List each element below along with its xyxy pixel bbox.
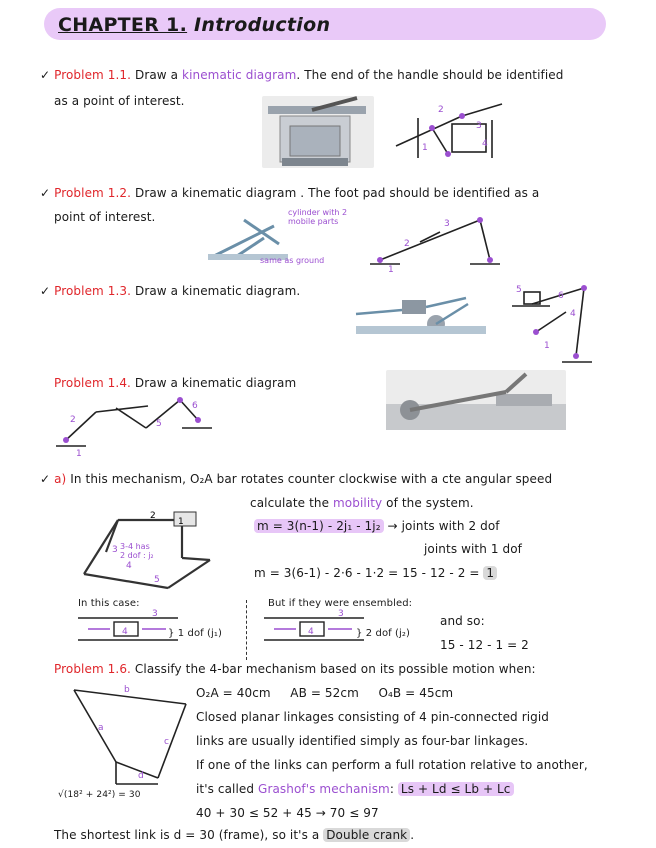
mechanism-1-4-photo bbox=[386, 370, 566, 430]
part-a-label: a) bbox=[54, 472, 67, 486]
one-dof-label: } 1 dof (j₁) bbox=[168, 628, 223, 639]
link-number: 2 bbox=[150, 511, 156, 521]
but-if-label: But if they were ensembled: bbox=[268, 598, 413, 609]
link-number: 3 bbox=[112, 545, 118, 555]
problem-1-2-line2: point of interest. bbox=[54, 210, 156, 224]
check-icon: ✓ bbox=[40, 472, 51, 486]
problem-1-1-label: Problem 1.1. bbox=[54, 68, 132, 82]
mobility-calculation: m = 3(6-1) - 2·6 - 1·2 = 15 - 12 - 2 = 1 bbox=[254, 566, 497, 580]
and-so-label: and so: bbox=[440, 614, 485, 628]
chapter-label: CHAPTER 1. bbox=[58, 14, 188, 36]
link-number: 1 bbox=[76, 449, 82, 459]
kinematic-diagram-term: kinematic diagram bbox=[182, 68, 297, 82]
link-number: 5 bbox=[154, 575, 160, 585]
dimensions-line: O₂A = 40cm AB = 52cm O₄B = 45cm bbox=[196, 686, 454, 700]
link-number: 4 bbox=[308, 627, 314, 637]
link-number: 4 bbox=[122, 627, 128, 637]
problem-1-4-line1: Problem 1.4. Draw a kinematic diagram bbox=[54, 376, 297, 390]
kinematic-diagram-1-1 bbox=[392, 98, 512, 160]
note-3-4: 3-4 has 2 dof : j₂ bbox=[120, 542, 154, 560]
link-number: 6 bbox=[192, 401, 198, 411]
mobility-formula: m = 3(n-1) - 2j₁ - 1j₂ bbox=[254, 519, 384, 533]
problem-1-2-line1: ✓ Problem 1.2. Draw a kinematic diagram . The foot pad should be identified as a bbox=[40, 186, 540, 200]
problem-1-1-line1: ✓ Problem 1.1. Draw a kinematic diagram. The end of the handle should be identified bbox=[40, 68, 564, 82]
link-number: 6 bbox=[558, 291, 564, 301]
link-number: 1 bbox=[544, 341, 550, 351]
link-letter: a bbox=[98, 723, 104, 733]
link-number: 3 bbox=[152, 609, 158, 619]
mobility-formula-line bbox=[254, 519, 500, 533]
problem-1-6-line1: Problem 1.6. Classify the 4-bar mechanism based on its possible motion when: bbox=[54, 662, 536, 676]
link-number: 5 bbox=[516, 285, 522, 295]
grashof-check: 40 + 30 ≤ 52 + 45 → 70 ≤ 97 bbox=[196, 806, 379, 820]
annotation-ground: same as ground bbox=[260, 256, 325, 265]
case-divider bbox=[246, 600, 247, 660]
two-dof-label: } 2 dof (j₂) bbox=[356, 628, 411, 639]
four-bar-diagram bbox=[60, 680, 196, 790]
annotation-cylinder: cylinder with 2 mobile parts bbox=[288, 208, 348, 226]
problem-1-6-label: Problem 1.6. bbox=[54, 662, 131, 676]
check-icon: ✓ bbox=[40, 186, 51, 200]
ensembled-joint-diagram bbox=[264, 609, 364, 644]
link-number: 4 bbox=[482, 139, 488, 149]
link-number: 2 bbox=[404, 239, 410, 249]
grashof-formula: Ls + Ld ≤ Lb + Lc bbox=[398, 782, 514, 796]
definition-line1: Closed planar linkages consisting of 4 pin-connected rigid bbox=[196, 710, 550, 724]
link-letter: c bbox=[164, 737, 169, 747]
part-a-line2: calculate the mobility of the system. bbox=[250, 496, 474, 510]
conclusion-line: The shortest link is d = 30 (frame), so it's a Double crank . bbox=[54, 828, 415, 842]
kinematic-diagram-1-3 bbox=[506, 282, 596, 370]
link-number: 4 bbox=[126, 561, 132, 571]
mechanism-1-4-illustration bbox=[386, 370, 566, 430]
chapter-title: Introduction bbox=[194, 14, 331, 36]
part-a-line1: ✓ a) In this mechanism, O₂A bar rotates counter clockwise with a cte angular speed bbox=[40, 472, 553, 486]
link-number: 2 bbox=[438, 105, 444, 115]
link-letter: d bbox=[138, 771, 144, 781]
double-crank-term: Double crank bbox=[323, 828, 410, 842]
check-icon: ✓ bbox=[40, 284, 51, 298]
mobility-result: 1 bbox=[483, 566, 497, 580]
j2-legend: joints with 1 dof bbox=[424, 542, 522, 556]
press-machine-photo bbox=[262, 96, 374, 168]
mobility-mechanism-diagram bbox=[78, 508, 238, 592]
sqrt-calculation: √(18² + 24²) = 30 bbox=[58, 790, 141, 800]
link-number: 1 bbox=[178, 517, 184, 527]
problem-1-2-label: Problem 1.2. bbox=[54, 186, 132, 200]
problem-1-3-line1: ✓ Problem 1.3. Draw a kinematic diagram. bbox=[40, 284, 301, 298]
link-number: 5 bbox=[156, 419, 162, 429]
link-number: 4 bbox=[570, 309, 576, 319]
definition-line2: links are usually identified simply as four-bar linkages. bbox=[196, 734, 529, 748]
link-number: 1 bbox=[388, 265, 394, 275]
link-number: 2 bbox=[70, 415, 76, 425]
link-number: 3 bbox=[444, 219, 450, 229]
mobility-term: mobility bbox=[333, 496, 383, 510]
grashof-line: it's called Grashof's mechanism: Ls + Ld ≤ Lb + Lc bbox=[196, 782, 514, 796]
slider-joint-diagram bbox=[78, 609, 178, 644]
and-so-calculation: 15 - 12 - 1 = 2 bbox=[440, 638, 529, 652]
kinematic-diagram-1-2 bbox=[370, 212, 500, 275]
press-machine-illustration bbox=[262, 96, 374, 168]
link-letter: b bbox=[124, 685, 130, 695]
in-this-case-label: In this case: bbox=[78, 598, 140, 609]
link-number: 1 bbox=[422, 143, 428, 153]
link-number: 3 bbox=[338, 609, 344, 619]
mechanism-1-3-illustration bbox=[356, 292, 486, 340]
check-icon: ✓ bbox=[40, 68, 51, 82]
page-title bbox=[58, 14, 330, 36]
problem-1-4-label: Problem 1.4. bbox=[54, 376, 131, 390]
j1-legend: → joints with 2 dof bbox=[387, 519, 500, 533]
grashof-term: Grashof's mechanism bbox=[258, 782, 390, 796]
kinematic-diagram-1-4 bbox=[56, 396, 216, 458]
problem-1-1-line2: as a point of interest. bbox=[54, 94, 185, 108]
definition-line3: If one of the links can perform a full rotation relative to another, bbox=[196, 758, 588, 772]
link-number: 3 bbox=[476, 121, 482, 131]
problem-1-3-label: Problem 1.3. bbox=[54, 284, 132, 298]
